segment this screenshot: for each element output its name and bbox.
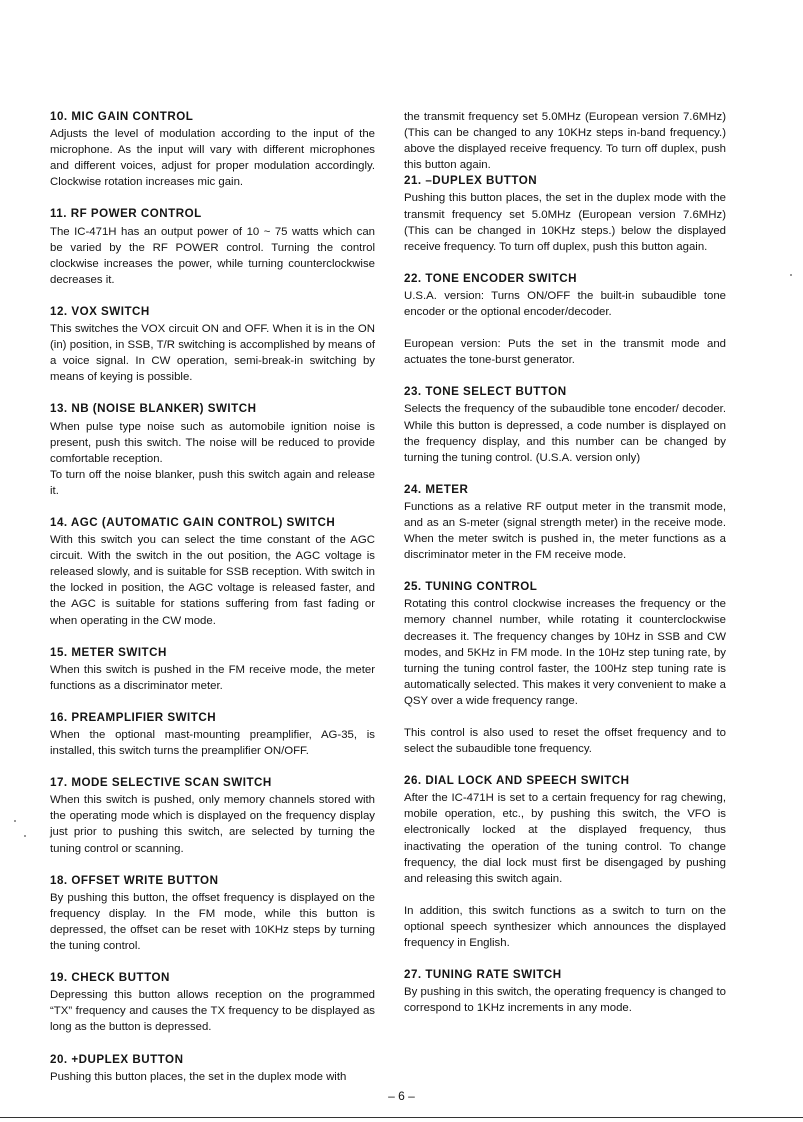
section bbox=[50, 710, 375, 759]
section-paragraph: After the IC-471H is set to a certain frequency for rag chewing, mobile operation, etc., by pushing this switch, the VFO is electronically locked at the displayed frequency, thus inactivating the operation of the tuning control. To change frequency, the dial lock must first be disengaged by pushing and releasing this switch again. bbox=[404, 792, 726, 885]
section bbox=[404, 579, 726, 757]
section bbox=[50, 970, 375, 1035]
section bbox=[50, 304, 375, 385]
section-title: 18. OFFSET WRITE BUTTON bbox=[50, 873, 219, 887]
section bbox=[50, 1052, 375, 1085]
section bbox=[50, 401, 375, 499]
scan-speck bbox=[24, 835, 26, 837]
section-paragraph: This switches the VOX circuit ON and OFF. When it is in the ON (in) position, in SSB, T/R switching is accomplished by means of a voice signal. In CW operation, semi-break-in switching by means of keying is possible. bbox=[50, 323, 375, 384]
section bbox=[404, 773, 726, 951]
section-title: 22. TONE ENCODER SWITCH bbox=[404, 271, 577, 285]
section-title: 17. MODE SELECTIVE SCAN SWITCH bbox=[50, 776, 272, 790]
section bbox=[404, 271, 726, 368]
section bbox=[50, 109, 375, 190]
section-title: 20. +DUPLEX BUTTON bbox=[50, 1052, 184, 1066]
section-title: 26. DIAL LOCK AND SPEECH SWITCH bbox=[404, 774, 630, 788]
section-title: 19. CHECK BUTTON bbox=[50, 971, 170, 985]
continuation-paragraph: the transmit frequency set 5.0MHz (European version 7.6MHz) (This can be changed to any 10KHz steps in-band frequency.) above the displayed receive frequency. To turn off duplex, push this button again. bbox=[404, 111, 726, 172]
scan-speck bbox=[790, 274, 792, 276]
section-paragraph: Rotating this control clockwise increases the frequency or the memory channel number, while rotating it counterclockwise decreases it. The frequency changes by 10Hz in SSB and CW modes, and 5KHz in FM mode. In the 10Hz step tuning rate, by turning the tuning control faster, the 100Hz step tuning rate is automatically selected. This makes it very convenient to make a QSY over a wide frequency range. bbox=[404, 598, 726, 707]
section-paragraph: In addition, this switch functions as a switch to turn on the optional speech synthesizer which announces the displayed frequency in English. bbox=[404, 904, 726, 950]
section bbox=[404, 482, 726, 563]
section-paragraph: When this switch is pushed, only memory channels stored with the operating mode which is displayed on the frequency display just prior to pushing this switch, are selected by turning the tuning control or scanning. bbox=[50, 794, 375, 855]
section bbox=[404, 384, 726, 465]
section-title: 13. NB (NOISE BLANKER) SWITCH bbox=[50, 402, 257, 416]
section-paragraph: By pushing in this switch, the operating frequency is changed to correspond to 1KHz increments in any mode. bbox=[404, 986, 726, 1015]
section bbox=[50, 775, 375, 856]
section-paragraph: Pushing this button places, the set in the duplex mode with the transmit frequency set 5.0MHz (European version 7.6MHz) (This can be changed in 10KHz steps.) below the displayed receive frequency. To turn off duplex, push this button again. bbox=[404, 192, 726, 253]
section-title: 23. TONE SELECT BUTTON bbox=[404, 385, 567, 399]
section bbox=[50, 515, 375, 629]
section-paragraph: This control is also used to reset the offset frequency and to select the subaudible tone frequency. bbox=[404, 727, 726, 756]
section-paragraph: By pushing this button, the offset frequency is displayed on the frequency display. In the FM mode, while this button is depressed, the offset can be reset with 10KHz steps by turning the tuning control. bbox=[50, 891, 375, 953]
section-title: 11. RF POWER CONTROL bbox=[50, 207, 202, 221]
section-paragraph: When this switch is pushed in the FM receive mode, the meter functions as a discriminator meter. bbox=[50, 663, 375, 692]
section-title: 10. MIC GAIN CONTROL bbox=[50, 110, 194, 123]
section bbox=[404, 967, 726, 1016]
section-title: 15. METER SWITCH bbox=[50, 645, 167, 659]
section-title: 16. PREAMPLIFIER SWITCH bbox=[50, 710, 217, 724]
left-column bbox=[50, 109, 375, 1101]
section-paragraph: To turn off the noise blanker, push this switch again and release it. bbox=[50, 468, 375, 497]
section bbox=[50, 206, 375, 287]
section-paragraph: The IC-471H has an output power of 10 ~ 75 watts which can be varied by the RF POWER control. Turning the control clockwise increases the power, while turning counterclockwise decreases it. bbox=[50, 225, 375, 286]
section bbox=[50, 645, 375, 694]
section-title: 12. VOX SWITCH bbox=[50, 304, 150, 318]
section-paragraph: With this switch you can select the time constant of the AGC circuit. With the switch in the out position, the AGC voltage is released slowly, and is suitable for SSB reception. With switch in the locked in position, the AGC voltage is released faster, and the AGC is suitable for stations suffering from fast fading or when operating in the CW mode. bbox=[50, 534, 375, 627]
section-paragraph: Pushing this button places, the set in the duplex mode with bbox=[50, 1070, 347, 1083]
right-column bbox=[404, 109, 726, 1032]
section-paragraph: Functions as a relative RF output meter in the transmit mode, and as an S-meter (signal strength meter) in the receive mode. When the meter switch is pushed in, the meter functions as a discriminator meter in the FM receive mode. bbox=[404, 500, 726, 562]
page-number: – 6 – bbox=[388, 1089, 415, 1103]
section-paragraph: U.S.A. version: Turns ON/OFF the built-in subaudible tone encoder or the optional encoder/decoder. bbox=[404, 289, 726, 319]
section-title: 24. METER bbox=[404, 482, 469, 496]
section-paragraph: Depressing this button allows reception on the programmed “TX” frequency and causes the TX frequency to be displayed as long as the button is depressed. bbox=[50, 989, 375, 1034]
scan-speck bbox=[14, 820, 16, 822]
section-title: 14. AGC (AUTOMATIC GAIN CONTROL) SWITCH bbox=[50, 515, 336, 529]
section-title: 25. TUNING CONTROL bbox=[404, 580, 538, 594]
section-paragraph: Selects the frequency of the subaudible tone encoder/ decoder. While this button is depressed, a code number is displayed on the frequency display, and this number can be changed by turning the tuning control. (U.S.A. version only) bbox=[404, 403, 726, 464]
section-paragraph: When pulse type noise such as automobile ignition noise is present, push this switch. The noise will be reduced to provide comfortable reception. bbox=[50, 420, 375, 465]
bottom-rule bbox=[0, 1117, 803, 1118]
section-paragraph: Adjusts the level of modulation according to the input of the microphone. As the input will vary with different microphones and different voices, adjust for proper modulation accordingly. Clockwise rotation increases mic gain. bbox=[50, 128, 375, 189]
section-paragraph: When the optional mast-mounting preamplifier, AG-35, is installed, this switch turns the preamplifier ON/OFF. bbox=[50, 729, 375, 758]
section-paragraph: European version: Puts the set in the transmit mode and actuates the tone-burst generator. bbox=[404, 338, 726, 367]
section-title: 27. TUNING RATE SWITCH bbox=[404, 968, 562, 982]
section bbox=[50, 873, 375, 954]
section bbox=[404, 173, 726, 254]
section-title: 21. –DUPLEX BUTTON bbox=[404, 174, 538, 188]
